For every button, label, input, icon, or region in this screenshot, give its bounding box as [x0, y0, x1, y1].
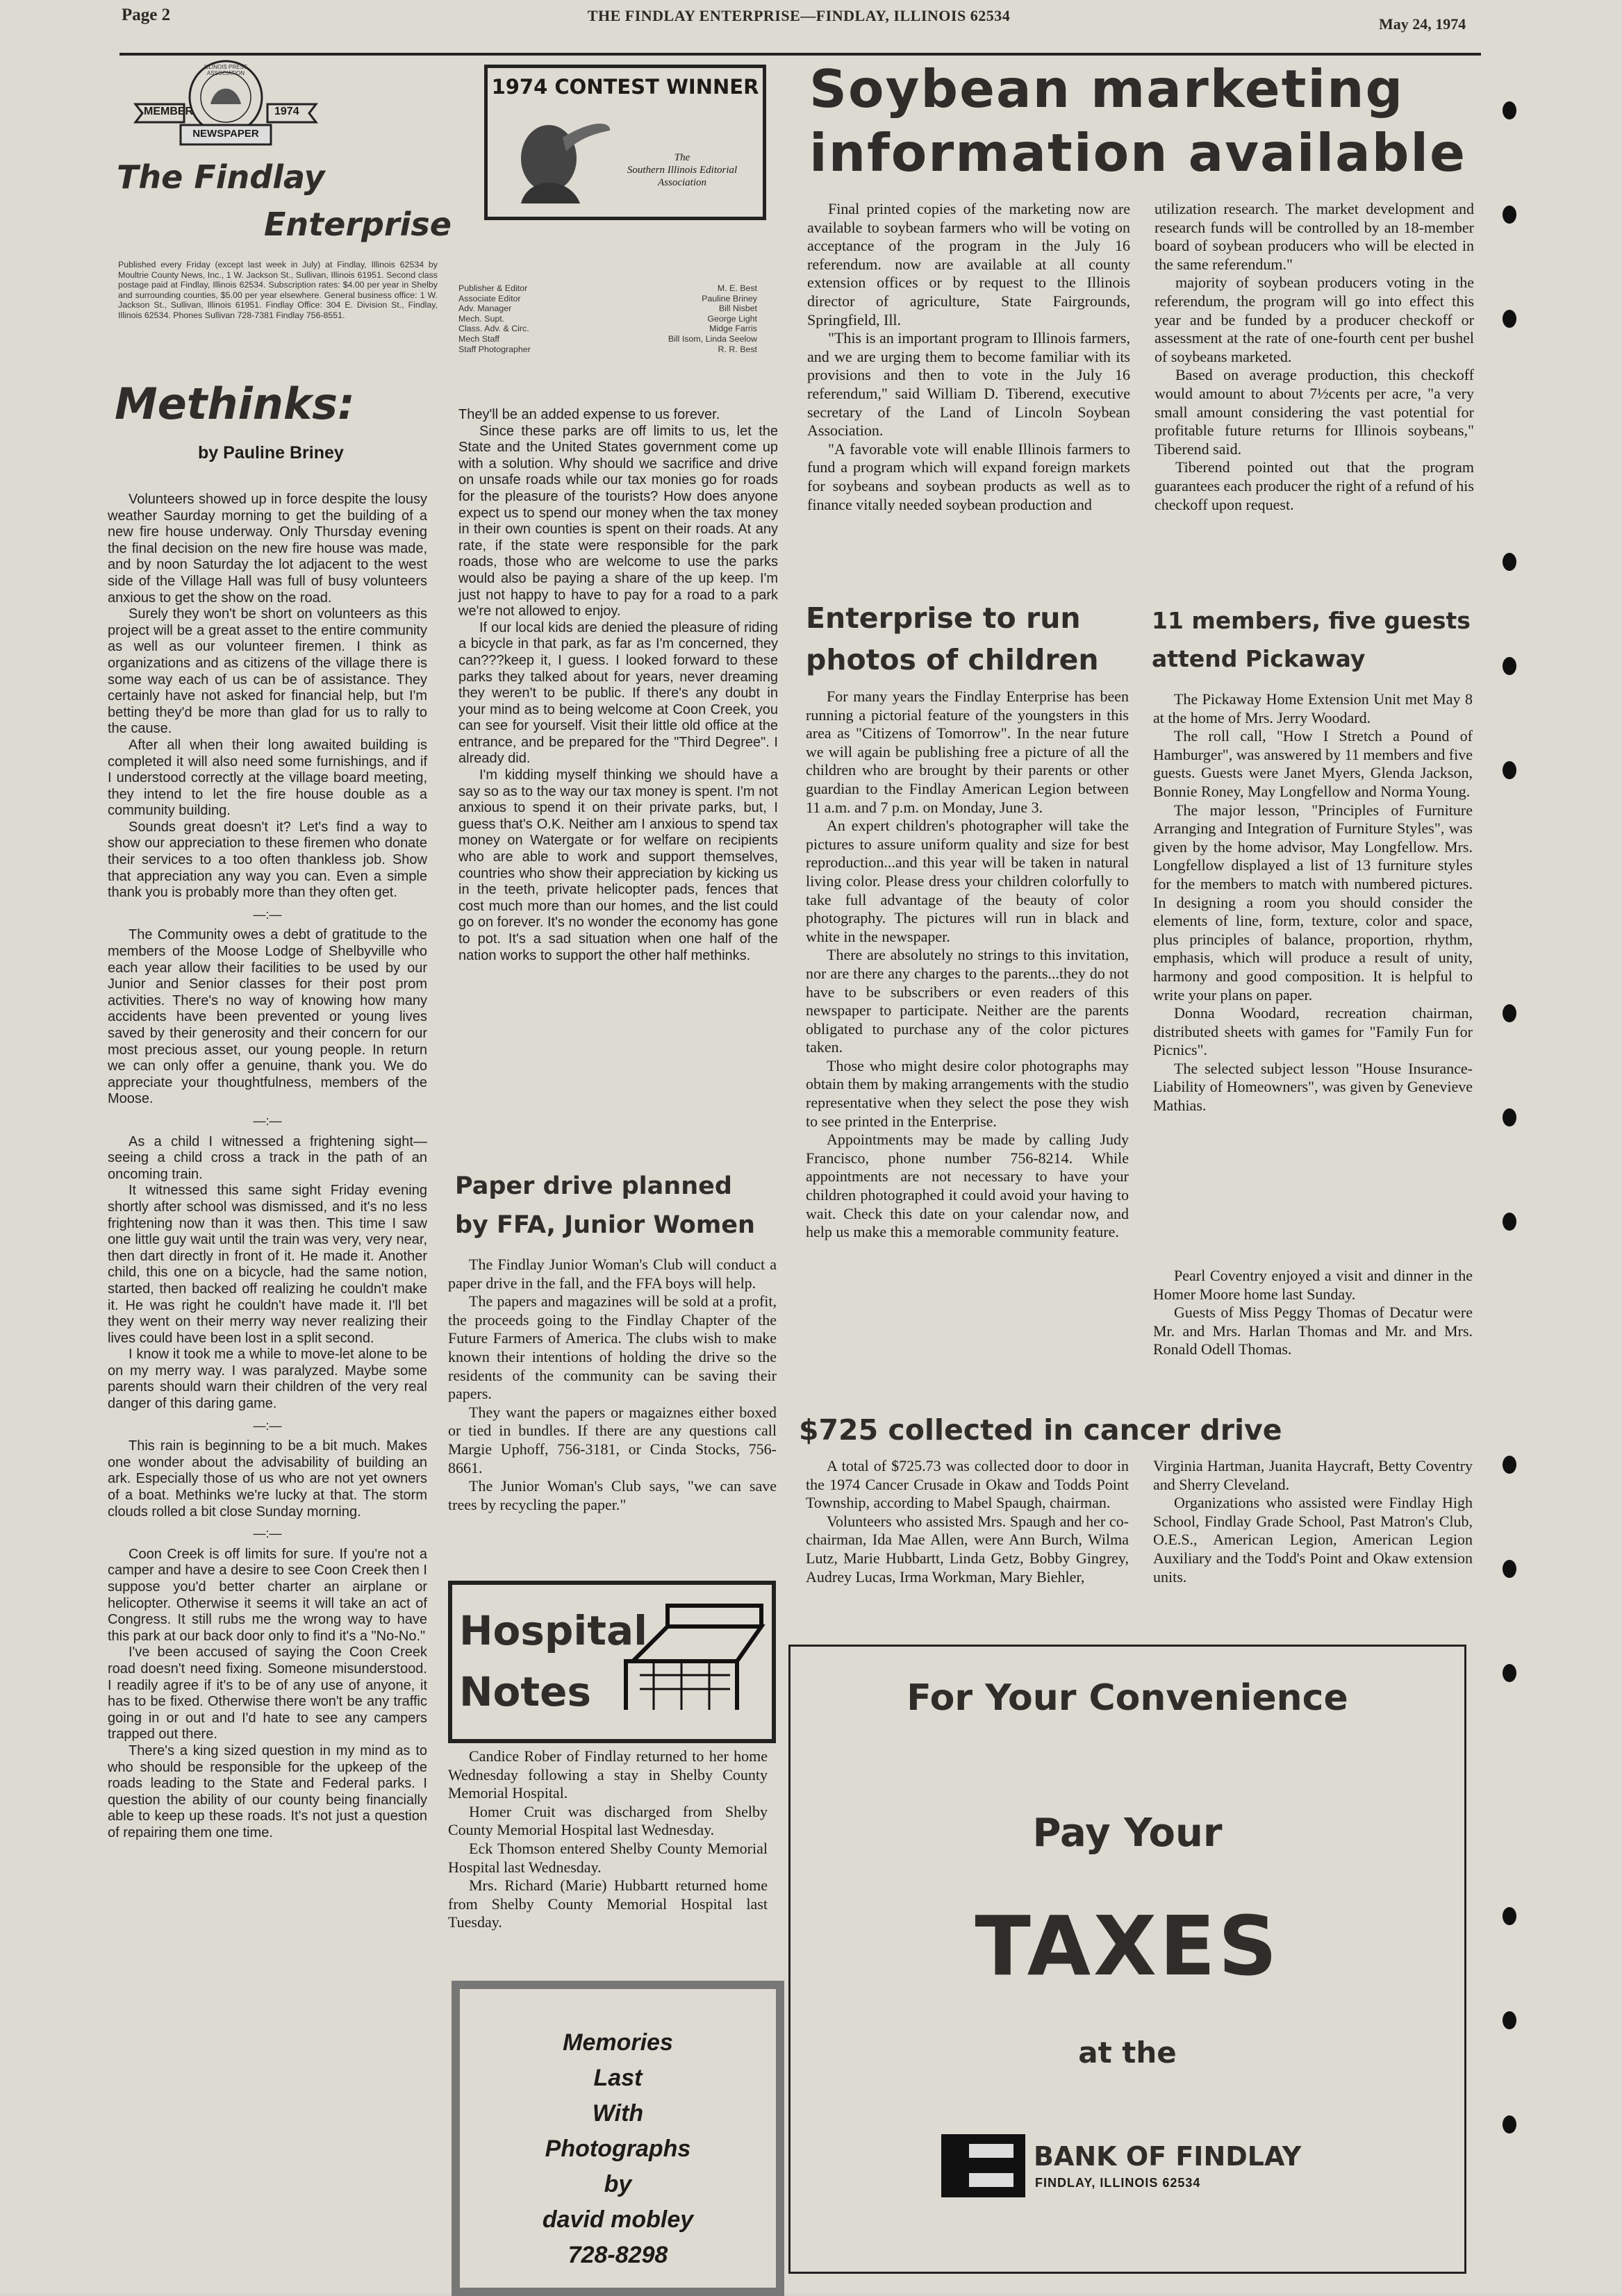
bank-name: BANK OF FINDLAY [1034, 2141, 1302, 2172]
staff-row: Class. Adv. & Circ. Midge Farris [458, 324, 757, 334]
staff-row: Staff Photographer R. R. Best [458, 344, 757, 354]
mobley-ad [452, 1981, 784, 2296]
bank-ad-at-the: at the [1078, 2036, 1177, 2070]
pickaway-headline: 11 members, five guests attend Pickaway [1152, 607, 1471, 672]
paper-line: THE FINDLAY ENTERPRISE—FINDLAY, ILLINOIS 62534 [587, 7, 1011, 24]
methinks-byline: by Pauline Briney [198, 443, 344, 463]
hospital-bed-icon [612, 1599, 768, 1724]
cancer-col2: Virginia Hartman, Juanita Haycraft, Betty Coventry and Sherry Cleveland. Organizations who assisted were Findlay High School, Findlay Grade School, Past Matron's Club, O.E.S., American Legion, American Legion Auxiliary and the Todd's Point and Okaw extension units. [1153, 1457, 1473, 1586]
contest-association: The Southern Illinois Editorial Association [627, 152, 738, 188]
methinks-col2: They'll be an added expense to us forever. Since these parks are off limits to us, let the State and the United States government come up with a solution. Why should we sacrifice and drive on unsafe roads while our tax monies go for roads for the pleasure of the tourists? How does anyone expect us to spend our money when the tax money in their own counties is spent on their roads. At any rate, if the state were responsible for the park roads, those who are welcome to use the parks would also be paying a share of the up keep. I'm just not happy to have to pay for a road to a park we're not allowed to enjoy. If our local kids are denied the pleasure of riding a bicycle in that park, as far as I'm concerned, they can???keep it, I guess. I looked forward to these parks they talked about for years, never dreaming they weren't to be public. If there's any doubt in your mind as to being welcome at Coon Creek, you can see for yourself. Visit their little old office at the entrance, and be prepared for the "Third Degree". I already did. I'm kidding myself thinking we should have a say so as to the way our tax money is spent. I'm not anxious to spend it on their private parks, but, I guess that's O.K. Neither am I anxious to spend tax money on Watergate or for welfare on recipients who are able to work and support themselves, countries who show their appreciation by kicking us in the teeth, private helicopter pads, fences that cost much more than our homes, and the list could go on forever. It's no wonder the economy has gone to pot. It's a sad situation when one half of the nation works to support the other half methinks. [458, 407, 778, 963]
hospital-notes-box [448, 1581, 776, 1743]
coventry-item: Pearl Coventry enjoyed a visit and dinner in the Homer Moore home last Sunday. Guests of Miss Peggy Thomas of Decatur were Mr. and Mrs. Harlan Thomas and Mr. and Mrs. Ronald Odell Thomas. [1153, 1267, 1473, 1358]
bank-logo-icon [940, 2133, 1027, 2199]
mobley-ad-text: Memories Last With Photographs by david mobley 728-8298 [542, 2029, 694, 2268]
paper-drive-headline: Paper drive planned by FFA, Junior Women [455, 1172, 755, 1239]
staff-row: Publisher & Editor M. E. Best [458, 283, 757, 293]
bank-ad-convenience: For Your Convenience [907, 1677, 1348, 1719]
soybean-col2: utilization research. The market development and research funds will be controlled by an 18-member board of soybean producers who will be elected in the same referendum." majority of soybean producers voting in the referendum, the program will go into effect this year and be funded by a producer checkoff or assessment at the rate of one-fourth cent per bushel of soybeans marketed. Based on average production, this checkoff would amount to about 7½cents per acre, "a very small amount considering the vast potential for profitable future returns for Illinois soybeans," Tiberend said. Tiberend pointed out that the program guarantees each producer the right of a refund of his checkoff upon request. [1155, 200, 1474, 513]
masthead-title-line2: Enterprise [264, 206, 452, 243]
member-badge [122, 56, 330, 153]
cancer-headline: $725 collected in cancer drive [799, 1413, 1282, 1447]
methinks-col1: Volunteers showed up in force despite the lousy weather Saurday morning to get the building of a new fire house underway. Only Thursday evening the final decision on the new fire house was made, and by noon Saturday the lot adjacent to the west side of the Village Hall was full of busy volunteers anxious to get the show on the road. Surely they won't be short on volunteers as this project will be a great asset to the entire community as well as our volunteer firemen. I think as organizations and as citizens of the village there is some way each of us can be of assistance. They certainly have not asked for financial help, but I'm betting they'd be more than glad for us to rally to the cause. After all when their long awaited building is completed it will also need some furnishings, and if I understood correctly at the village board meeting, they intend to let the fire house double as a community building. Sounds great doesn't it? Let's find a way to show our appreciation to these firemen who donate their services to a too often thankless job. Show that appreciation any way you can. Even a simple thank you is probably more than they often get. —:— The Community owes a debt of gratitude to the members of the Moose Lodge of Shelbyville who each year allow their facilities to be used by our Junior and Senior classes for their post prom activities. There's no way of knowing how many accidents have been prevented or young lives saved by their generosity and their concern for our most precious asset, our young people. In return we can only offer a genuine, thank you. We do appreciate your thoughtfulness, members of the Moose. —:— As a child I witnessed a frightening sight—seeing a child cross a track in the path of an oncoming train. It witnessed this same sight Friday evening shortly after school was dismissed, and it's no less frightening now than it was then. This time I saw one little guy wait until the train was very, very near, then dart directly in front of it. He made it. Another child, this one on a bicycle, had the same notion, started, then backed off realizing he couldn't make it. He was right he couldn't have made it. I'll bet they went on their merry way never realizing their lives could have been lost in a split second. I know it took me a while to move-let alone to be on my merry way. I was paralyzed. Maybe some parents should warn their children of the very real danger of this daring game. —:— This rain is beginning to be a bit much. Makes one wonder about the advisability of building an ark. Especially those of us who are not yet owners of a boat. Methinks we're lucky at that. The storm clouds rolled a bit close Sunday morning. —:— Coon Creek is off limits for sure. If you're not a camper and have a desire to see Coon Creek then I suppose you'd better charter an airplane or helicopter. Otherwise it seems it will take an act of Congress. It still rubs me the wrong way to have this park at our back door only to find it's a "No-No." I've been accused of saying the Coon Creek road doesn't need fixing. Someone misunderstood. I readily agree if it's to be of any use of anyone, it has to be fixed. Otherwise there won't be any traffic going in or out and I'd hate to see any campers trapped out there. There's a king sized question in my mind as to who should be responsible for the upkeep of the roads leading to the State and Federal parks. I question the ability of our county being financially able to keep up these roads. It's not just a question of repairing them one time. [108, 492, 427, 1840]
soybean-col1: Final printed copies of the marketing now are available to soybean farmers who will be voting on acceptance of the program in the July 16 referendum. now are available at all county extension offices or by request to the Illinois director of agriculture, State Fairgrounds, Springfield, Ill. "This is an important program to Illinois farmers, and we are urging them to become familiar with its provisions and then to vote in the July 16 referendum," said William D. Tiberend, executive secretary of the Land of Lincoln Soybean Association. "A favorable vote will enable Illinois farmers to fund a program which will expand foreign markets for soybeans and soybean products as well as to finance vitally needed soybean production and [807, 200, 1130, 513]
cancer-col1: A total of $725.73 was collected door to door in the 1974 Cancer Crusade in Okaw and Todds Point Township, according to Mabel Spaugh, chairman. Volunteers who assisted Mrs. Spaugh and her co-chairman, Ida Mae Allen, were Ann Burch, Wilma Lutz, Marie Hubbartt, Linda Getz, Bobby Gingrey, Audrey Lucas, Irma Workman, Mary Biehler, [806, 1457, 1129, 1586]
page-number: Page 2 [122, 6, 171, 24]
bank-ad-pay-your: Pay Your [1032, 1811, 1223, 1856]
masthead-title-line1: The Findlay [117, 158, 325, 196]
publication-info: Published every Friday (except last week in July) at Findlay, Illinois 62534 by Moultrie County News, Inc., 1 W. Jackson St., Sullivan, Illinois 61951. Second class postage paid at Findlay, Illinois 62534. Subscription rates: $4.00 per year in Shelby and surrounding counties, $5.00 per year elsewhere. General business office: 1 W. Jackson St., Sullivan, Illinois 61951. Findlay Office: 304 E. Division St., Findlay, Illinois 62534. Phones Sullivan 728-7381 Findlay 756-8551. [118, 260, 438, 320]
contest-winner-box [484, 65, 766, 220]
pickaway-body: The Pickaway Home Extension Unit met May 8 at the home of Mrs. Jerry Woodard. The roll call, "How I Stretch a Pound of Hamburger", was answered by 11 members and five guests. Guests were Janet Myers, Glenda Jackson, Bonnie Roney, May Longfellow and Norma Young. The major lesson, "Principles of Furniture Arranging and Integration of Furniture Styles", was given by the home advisor, May Longfellow. Mrs. Longfellow displayed a list of 13 furniture styles for the members to match with numbered pictures. In designing a room you should consider the elements of line, form, texture, color and space, plus principles of balance, proportion, rhythm, emphasis, which will produce a result of unity, harmony and good composition. It is helpful to write your plans on paper. Donna Woodard, recreation chairman, distributed sheets with games for "Family Fun for Picnics". The selected subject lesson "House Insurance-Liability of Homeowners", was given by Genevieve Mathias. [1153, 690, 1473, 1115]
bank-ad [788, 1645, 1466, 2274]
badge-member-text: MEMBER [144, 106, 194, 117]
bank-location: FINDLAY, ILLINOIS 62534 [1035, 2176, 1201, 2190]
badge-newspaper-text: NEWSPAPER [192, 128, 259, 140]
methinks-title: Methinks: [115, 378, 355, 429]
enterprise-photos-body: For many years the Findlay Enterprise has been running a pictorial feature of the youngsters in this area as "Citizens of Tomorrow". In the near future we will again be publishing free a picture of all the children who are brought by their parents or other guardian to the Findlay American Legion between 11 a.m. and 7 p.m. on Monday, June 3. An expert children's photographer will take the pictures to assure uniform quality and size for best reproduction...and this year will be taken in natural living color. Please dress your children colorfully to take full advantage of the beauty of color photography. The pictures will run in black and white in the newspaper. There are absolutely no strings to this invitation, nor are there any charges to the parents...they do not have to be subscribers or even readers of this newspaper to participate. Neither are the parents obligated to purchase any of the color pictures taken. Those who might desire color photographs may obtain them by making arrangements with the studio representative when they select the pose they wish to see printed in the Enterprise. Appointments may be made by calling Judy Francisco, phone number 756-8214. While appointments are not necessary to have your children photographed it could avoid your having to wait. Check this date on your calendar now, and help us make this a memorable community feature. [806, 688, 1129, 1241]
staff-row: Mech Staff Bill Isom, Linda Seelow [458, 333, 757, 344]
bank-ad-taxes: TAXES [975, 1898, 1280, 1994]
badge-year-text: 1974 [274, 106, 299, 117]
seal-text: ILLINOIS PRESS ASSOCIATION [204, 64, 248, 76]
contest-title: 1974 CONTEST WINNER [491, 75, 759, 99]
paper-drive-body: The Findlay Junior Woman's Club will conduct a paper drive in the fall, and the FFA boys will help. The papers and magazines will be sold at a profit, the proceeds going to the Findlay Chapter of the Future Farmers of America. The clubs wish to make known their intentions of holding the drive so the residents of the community can be saving their papers. They want the papers or magaiznes either boxed or tied in bundles. If there are any questions call Margie Uphoff, 756-3181, or Cinda Stocks, 756-8661. The Junior Woman's Club says, "we can save trees by recycling the paper." [448, 1256, 777, 1513]
staff-row: Mech. Supt. George Light [458, 313, 757, 324]
staff-list [458, 283, 757, 354]
staff-row: Associate Editor Pauline Briney [458, 293, 757, 303]
hospital-notes-body: Candice Rober of Findlay returned to her home Wednesday following a stay in Shelby County Memorial Hospital. Homer Cruit was discharged from Shelby County Memorial Hospital last Wednesday. Eck Thomson entered Shelby County Memorial Hospital last Wednesday. Mrs. Richard (Marie) Hubbartt returned home from Shelby County Memorial Hospital last Tuesday. [448, 1747, 768, 1931]
staff-row: Adv. Manager Bill Nisbet [458, 303, 757, 314]
issue-date: May 24, 1974 [1379, 15, 1466, 33]
quill-portrait-icon [500, 110, 611, 210]
soybean-headline: Soybean marketing information available [809, 58, 1466, 183]
hospital-notes-label: Hospital Notes [459, 1607, 648, 1715]
enterprise-photos-headline: Enterprise to run photos of children [806, 601, 1099, 676]
